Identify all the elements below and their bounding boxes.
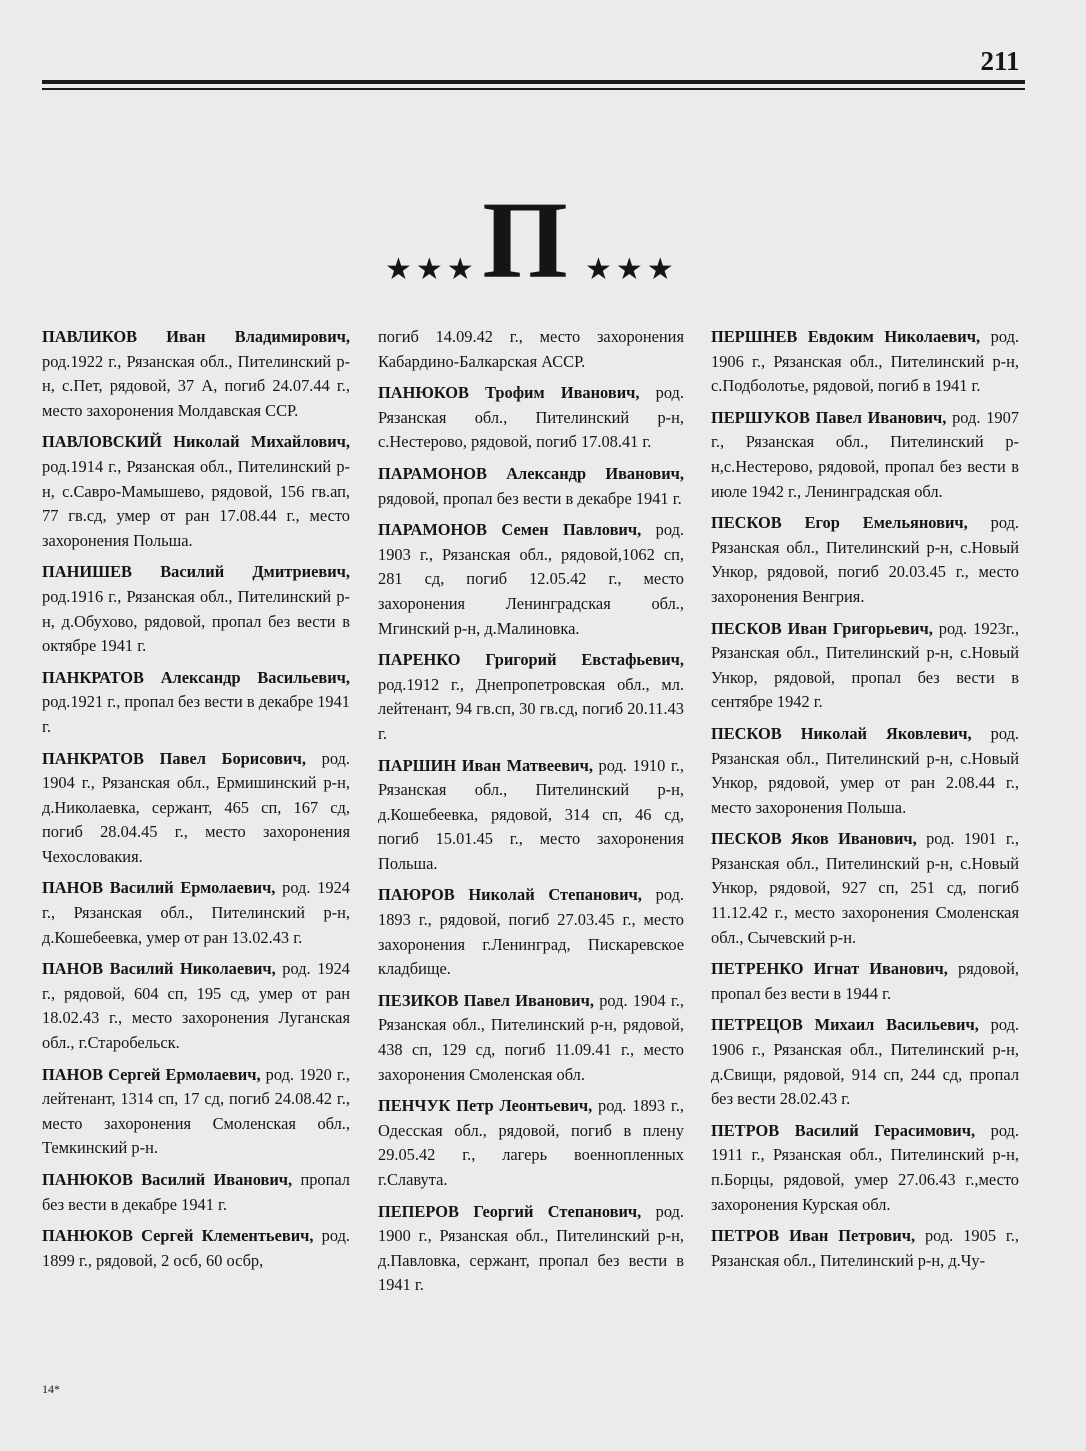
stars-right-ornament: ★★★ xyxy=(585,253,678,286)
entry xyxy=(378,462,684,511)
entry-name: ПЕСКОВ Николай Яковлевич, xyxy=(711,723,972,743)
header-rule-thin xyxy=(42,88,1025,90)
entry-text: род. 1906 г., Рязанская обл., Пителинский р-н, д.Свищи, рядовой, 914 сп, 244 сд, пропал без вести 28.02.43 г. xyxy=(711,1015,1020,1109)
entry xyxy=(378,883,684,981)
column-3 xyxy=(711,325,1019,1280)
entry xyxy=(711,827,1019,950)
entry-name: ПЕРШНЕВ Евдоким Николаевич, xyxy=(711,327,981,346)
entry-name: ПАРАМОНОВ Александр Иванович, xyxy=(378,463,684,483)
entry-text: род. 1920 г., лейтенант, 1314 сп, 17 сд, погиб 24.08.42 г., место захоронения Смоленская обл., Темкинский р-н. xyxy=(42,1064,351,1158)
entry xyxy=(378,648,684,746)
entry xyxy=(378,325,684,374)
entry-text: род. 1903 г., Рязанская обл., рядовой,1062 сп, 281 сд, погиб 12.05.42 г., место захоронения Ленинградская обл., Мгинский р-н, д.Малиновка. xyxy=(378,520,685,638)
entry-text: род. 1906 г., Рязанская обл., Пителинский р-н, с.Подболотье, рядовой, погиб в 1941 г. xyxy=(711,327,1020,396)
entry-text: рядовой, пропал без вести в 1944 г. xyxy=(711,959,1019,1003)
entry-name: ПАНКРАТОВ Александр Васильевич, xyxy=(42,667,350,687)
stars-left-ornament: ★★★ xyxy=(385,253,478,286)
entry-name: ПАНЮКОВ Сергей Клементьевич, xyxy=(42,1226,314,1246)
entry xyxy=(378,1200,684,1298)
entry-text: погиб 14.09.42 г., место захоронения Кабардино-Балкарская АССР. xyxy=(378,327,684,371)
entry-name: ПАНОВ Василий Ермолаевич, xyxy=(42,878,276,898)
entry-name: ПАНОВ Василий Николаевич, xyxy=(42,959,276,979)
entry xyxy=(378,381,684,455)
entry-name: ПЕПЕРОВ Георгий Степанович, xyxy=(378,1201,642,1221)
entry-text: род. 1904 г., Рязанская обл., Ермишинский р-н, д.Николаевка, сержант, 465 сп, 167 сд, погиб 28.04.45 г., место захоронения Чехословакия. xyxy=(42,748,350,866)
section-letter: П xyxy=(482,179,568,301)
entry xyxy=(42,1168,350,1217)
entry xyxy=(42,957,350,1055)
entry xyxy=(378,518,684,641)
column-1 xyxy=(42,325,350,1280)
entry xyxy=(42,1063,350,1161)
entry-name: ПАНЮКОВ Василий Иванович, xyxy=(42,1170,293,1189)
entry-text: род. 1907 г., Рязанская обл., Пителинский р-н,с.Нестерово, рядовой, пропал без вести в июле 1942 г., Ленинградская обл. xyxy=(711,407,1019,501)
entry xyxy=(711,617,1019,715)
entry xyxy=(378,754,684,877)
entry xyxy=(42,747,350,870)
entry-name: ПАНЮКОВ Трофим Иванович, xyxy=(378,383,640,403)
entry-text: род. 1924 г., Рязанская обл., Пителинский р-н, д.Кошебеевка, умер от ран 13.02.43 г. xyxy=(42,878,350,947)
entry xyxy=(42,666,350,740)
entry-text: род.1912 г., Днепропетровская обл., мл. лейтенант, 94 гв.сп, 30 гв.сд, погиб 20.11.43 г. xyxy=(378,674,684,743)
entry-name: ПЕСКОВ Егор Емельянович, xyxy=(711,513,968,533)
entry xyxy=(42,876,350,950)
entry-text: пропал без вести в декабре 1941 г. xyxy=(42,1170,350,1214)
entry-name: ПЕТРОВ Иван Петрович, xyxy=(711,1226,916,1246)
entry-name: ПЕТРОВ Василий Герасимович, xyxy=(711,1120,976,1140)
entry-text: род. 1900 г., Рязанская обл., Пителинский р-н, д.Павловка, сержант, пропал без вести в 1941 г. xyxy=(378,1201,684,1295)
entry-text: род.1922 г., Рязанская обл., Пителинский р-н, с.Пет, рядовой, 37 А, погиб 24.07.44 г., место захоронения Молдавская ССР. xyxy=(42,351,350,420)
entry-name: ПЕНЧУК Петр Леонтьевич, xyxy=(378,1096,593,1116)
entry-text: род. Рязанская обл., Пителинский р-н, с.Нестерово, рядовой, погиб 17.08.41 г. xyxy=(378,383,684,452)
entry-name: ПАВЛИКОВ Иван Владимирович, xyxy=(42,327,350,346)
entry-text: род. 1905 г., Рязанская обл., Пителинский р-н, д.Чу- xyxy=(711,1226,1019,1270)
entry-text: род. 1901 г., Рязанская обл., Пителинский р-н, с.Новый Ункор, рядовой, 927 сп, 251 сд, погиб 11.12.42 г., место захоронения Смоленская обл., Сычевский р-н. xyxy=(711,829,1019,947)
entry-text: род. 1923г., Рязанская обл., Пителинский р-н, с.Новый Ункор, рядовой, пропал без вести в сентябре 1942 г. xyxy=(711,618,1019,712)
entry xyxy=(378,989,684,1087)
entry xyxy=(42,560,350,658)
entry xyxy=(711,406,1019,504)
entry-name: ПЕРШУКОВ Павел Иванович, xyxy=(711,407,947,427)
entry-name: ПАРАМОНОВ Семен Павлович, xyxy=(378,520,642,540)
entry-name: ПАРЕНКО Григорий Евстафьевич, xyxy=(378,650,684,670)
entry xyxy=(711,957,1019,1006)
entry-name: ПАВЛОВСКИЙ Николай Михайлович, xyxy=(42,432,350,452)
column-2 xyxy=(378,325,684,1305)
entry-text: род. 1911 г., Рязанская обл., Пителинский р-н, п.Борцы, рядовой, умер 27.06.43 г.,место захоронения Курская обл. xyxy=(711,1120,1019,1214)
entry-name: ПАЮРОВ Николай Степанович, xyxy=(378,885,642,905)
entry-text: род. 1893 г., рядовой, погиб 27.03.45 г., место захоронения г.Ленинград, Пискаревское кладбище. xyxy=(378,885,684,979)
entry-text: род. 1924 г., рядовой, 604 сп, 195 сд, умер от ран 18.02.43 г., место захоронения Луганская обл., г.Старобельск. xyxy=(42,959,350,1053)
entry xyxy=(711,1224,1019,1273)
entry xyxy=(378,1094,684,1192)
entry-text: род.1914 г., Рязанская обл., Пителинский р-н, с.Савро-Мамышево, рядовой, 156 гв.ап, 77 гв.сд, умер от ран 17.08.44 г., место захоронения Польша. xyxy=(42,456,350,550)
entry xyxy=(42,1224,350,1273)
entry-name: ПАРШИН Иван Матвеевич, xyxy=(378,755,593,775)
entry-text: род. 1910 г., Рязанская обл., Пителинский р-н, д.Кошебеевка, рядовой, 314 сп, 46 сд, погиб 15.01.45 г., место захоронения Польша. xyxy=(378,755,684,873)
entry-text: род. 1904 г., Рязанская обл., Пителинский р-н, рядовой, 438 сп, 129 сд, погиб 11.09.41 г., место захоронения Смоленская обл. xyxy=(378,990,684,1084)
signature-mark: 14* xyxy=(42,1382,60,1396)
entry xyxy=(42,325,350,423)
entry-name: ПЕСКОВ Иван Григорьевич, xyxy=(711,618,933,638)
entry-name: ПЕЗИКОВ Павел Иванович, xyxy=(378,990,594,1010)
entry-name: ПАНОВ Сергей Ермолаевич, xyxy=(42,1064,261,1084)
entry xyxy=(711,511,1019,609)
page-number: 211 xyxy=(980,46,1020,76)
entry xyxy=(711,722,1019,820)
entry-name: ПЕТРЕНКО Игнат Иванович, xyxy=(711,959,948,979)
entry-text: род. 1899 г., рядовой, 2 осб, 60 осбр, xyxy=(42,1226,351,1270)
entry-text: род. 1893 г., Одесская обл., рядовой, погиб в плену 29.05.42 г., лагерь военнопленных г.Славута. xyxy=(378,1096,685,1189)
entry xyxy=(711,325,1019,399)
entry-text: род. Рязанская обл., Пителинский р-н, с.Новый Ункор, рядовой, погиб 20.03.45 г., место захоронения Венгрия. xyxy=(711,513,1020,606)
entry-name: ПАНКРАТОВ Павел Борисович, xyxy=(42,748,306,768)
entry xyxy=(711,1119,1019,1217)
entry-name: ПЕТРЕЦОВ Михаил Васильевич, xyxy=(711,1015,979,1035)
entry-name: ПЕСКОВ Яков Иванович, xyxy=(711,829,917,849)
header-rule-thick xyxy=(42,80,1025,84)
entry-text: рядовой, пропал без вести в декабре 1941 г. xyxy=(378,488,682,508)
entry-text: род.1916 г., Рязанская обл., Пителинский р-н, д.Обухово, рядовой, пропал без вести в октябре 1941 г. xyxy=(42,586,350,656)
entry xyxy=(42,430,350,553)
entry-text: род. Рязанская обл., Пителинский р-н, с.Новый Ункор, рядовой, умер от ран 2.08.44 г., место захоронения Польша. xyxy=(711,723,1020,817)
entry-name: ПАНИШЕВ Василий Дмитриевич, xyxy=(42,562,350,582)
entry-text: род.1921 г., пропал без вести в декабре 1941 г. xyxy=(42,692,350,736)
entry xyxy=(711,1013,1019,1111)
